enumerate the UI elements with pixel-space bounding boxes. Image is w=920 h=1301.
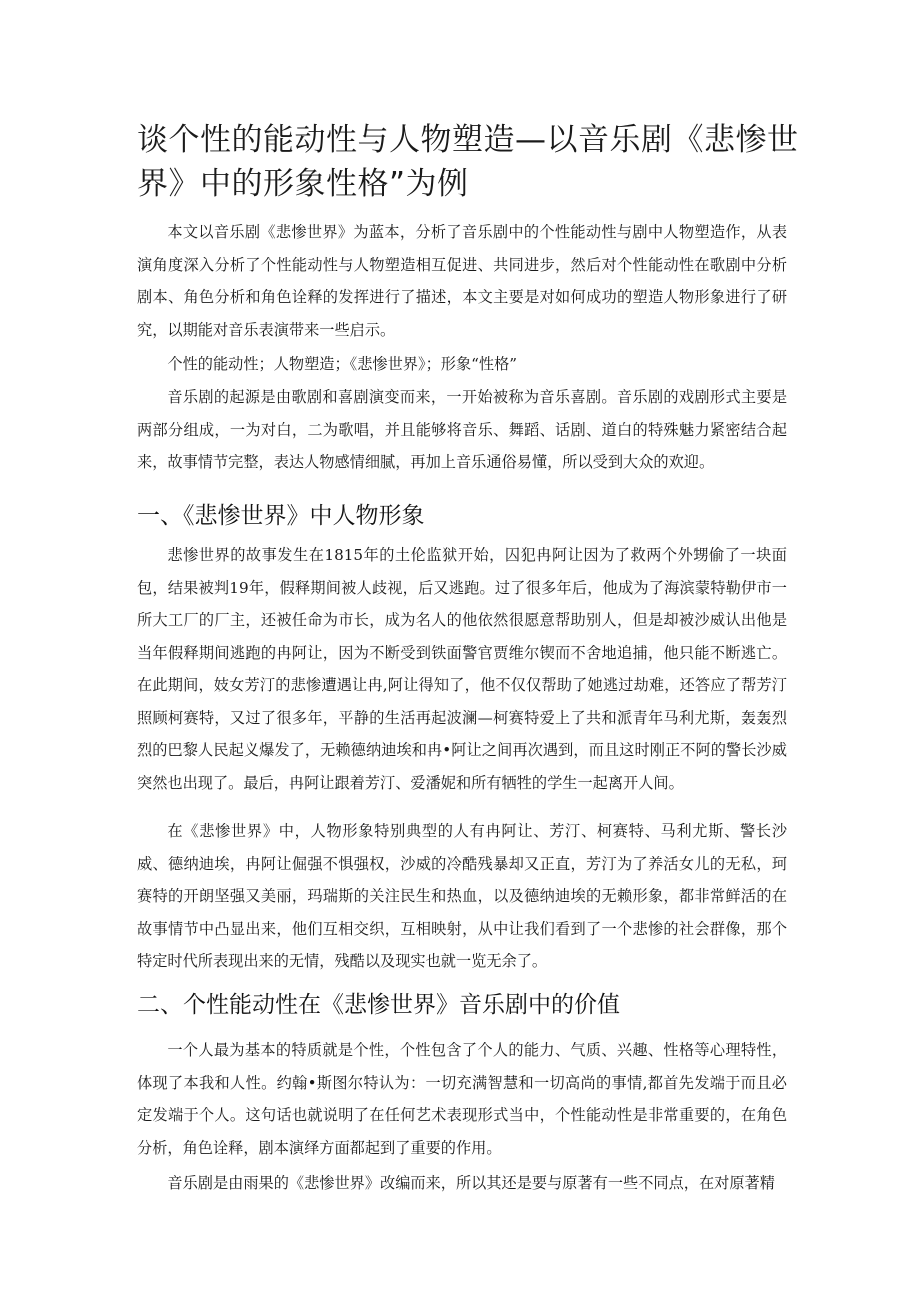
section-2-heading: 二、个性能动性在《悲惨世界》音乐剧中的价值	[137, 992, 620, 1018]
section-1-paragraph-1: 悲惨世界的故事发生在1815年的土伦监狱开始，囚犯冉阿让因为了救两个外甥偷了一块面包，结果被判19年，假释期间被人歧视，后又逃跑。过了很多年后，他成为了海滨蒙特勒伊市一所大工厂的厂主，还被任命为市长，成为名人的他依然很愿意帮助别人，但是却被沙威认出他是当年假释期间逃跑的冉阿让，因为不断受到铁面警官贾维尔锲而不舍地追捕，他只能不断逃亡。在此期间，妓女芳汀的悲惨遭遇让冉,阿让得知了，他不仅仅帮助了她逃过劫难，还答应了帮芳汀照顾柯赛特，又过了很多年，平静的生活再起波澜—柯赛特爱上了共和派青年马利尤斯，轰轰烈烈的巴黎人民起义爆发了，无赖德纳迪埃和冉•阿让之间再次遇到，而且这时刚正不阿的警长沙威突然也出现了。最后，冉阿让跟着芳汀、爱潘妮和所有牺牲的学生一起离开人间。	[137, 546, 787, 792]
abstract-paragraph: 本文以音乐剧《悲惨世界》为蓝本，分析了音乐剧中的个性能动性与剧中人物塑造作，从表演角度深入分析了个性能动性与人物塑造相互促进、共同进步，然后对个性能动性在歌剧中分析剧本、角色分析和角色诠释的发挥进行了描述，本文主要是对如何成功的塑造人物形象进行了研究，以期能对音乐表演带来一些启示。	[137, 223, 787, 339]
section-1-heading: 一、《悲惨世界》中人物形象	[137, 503, 425, 529]
section-2-paragraph-1: 一个人最为基本的特质就是个性，个性包含了个人的能力、气质、兴趣、性格等心理特性，体现了本我和人性。约翰•斯图尔特认为：一切充满智慧和一切高尚的事情,都首先发端于而且必定发端于个人。这句话也就说明了在任何艺术表现形式当中，个性能动性是非常重要的，在角色分析，角色诠释，剧本演绎方面都起到了重要的作用。	[137, 1041, 787, 1157]
section-1-paragraph-2: 在《悲惨世界》中，人物形象特别典型的人有冉阿让、芳汀、柯赛特、马利尤斯、警长沙威、德纳迪埃，冉阿让倔强不惧强权，沙威的冷酷残暴却又正直，芳汀为了养活女儿的无私，珂赛特的开朗坚强又美丽，玛瑞斯的关注民生和热血，以及德纳迪埃的无赖形象，都非常鲜活的在故事情节中凸显出来，他们互相交织，互相映射，从中让我们看到了一个悲惨的社会群像，那个特定时代所表现出来的无情，残酷以及现实也就一览无余了。	[137, 822, 787, 970]
document-title: 谈个性的能动性与人物塑造—以音乐剧《悲惨世界》中的形象性格”为例	[137, 122, 799, 202]
section-2-paragraph-2: 音乐剧是由雨果的《悲惨世界》改编而来，所以其还是要与原著有一些不同点，在对原著精	[167, 1174, 775, 1192]
intro-paragraph: 音乐剧的起源是由歌剧和喜剧演变而来，一开始被称为音乐喜剧。音乐剧的戏剧形式主要是两部分组成，一为对白，二为歌唱，并且能够将音乐、舞蹈、话剧、道白的特殊魅力紧密结合起来，故事情节完整，表达人物感情细腻，再加上音乐通俗易懂，所以受到大众的欢迎。	[137, 388, 787, 471]
keywords-paragraph: 个性的能动性；人物塑造；《悲惨世界》；形象“性格”	[167, 355, 518, 373]
